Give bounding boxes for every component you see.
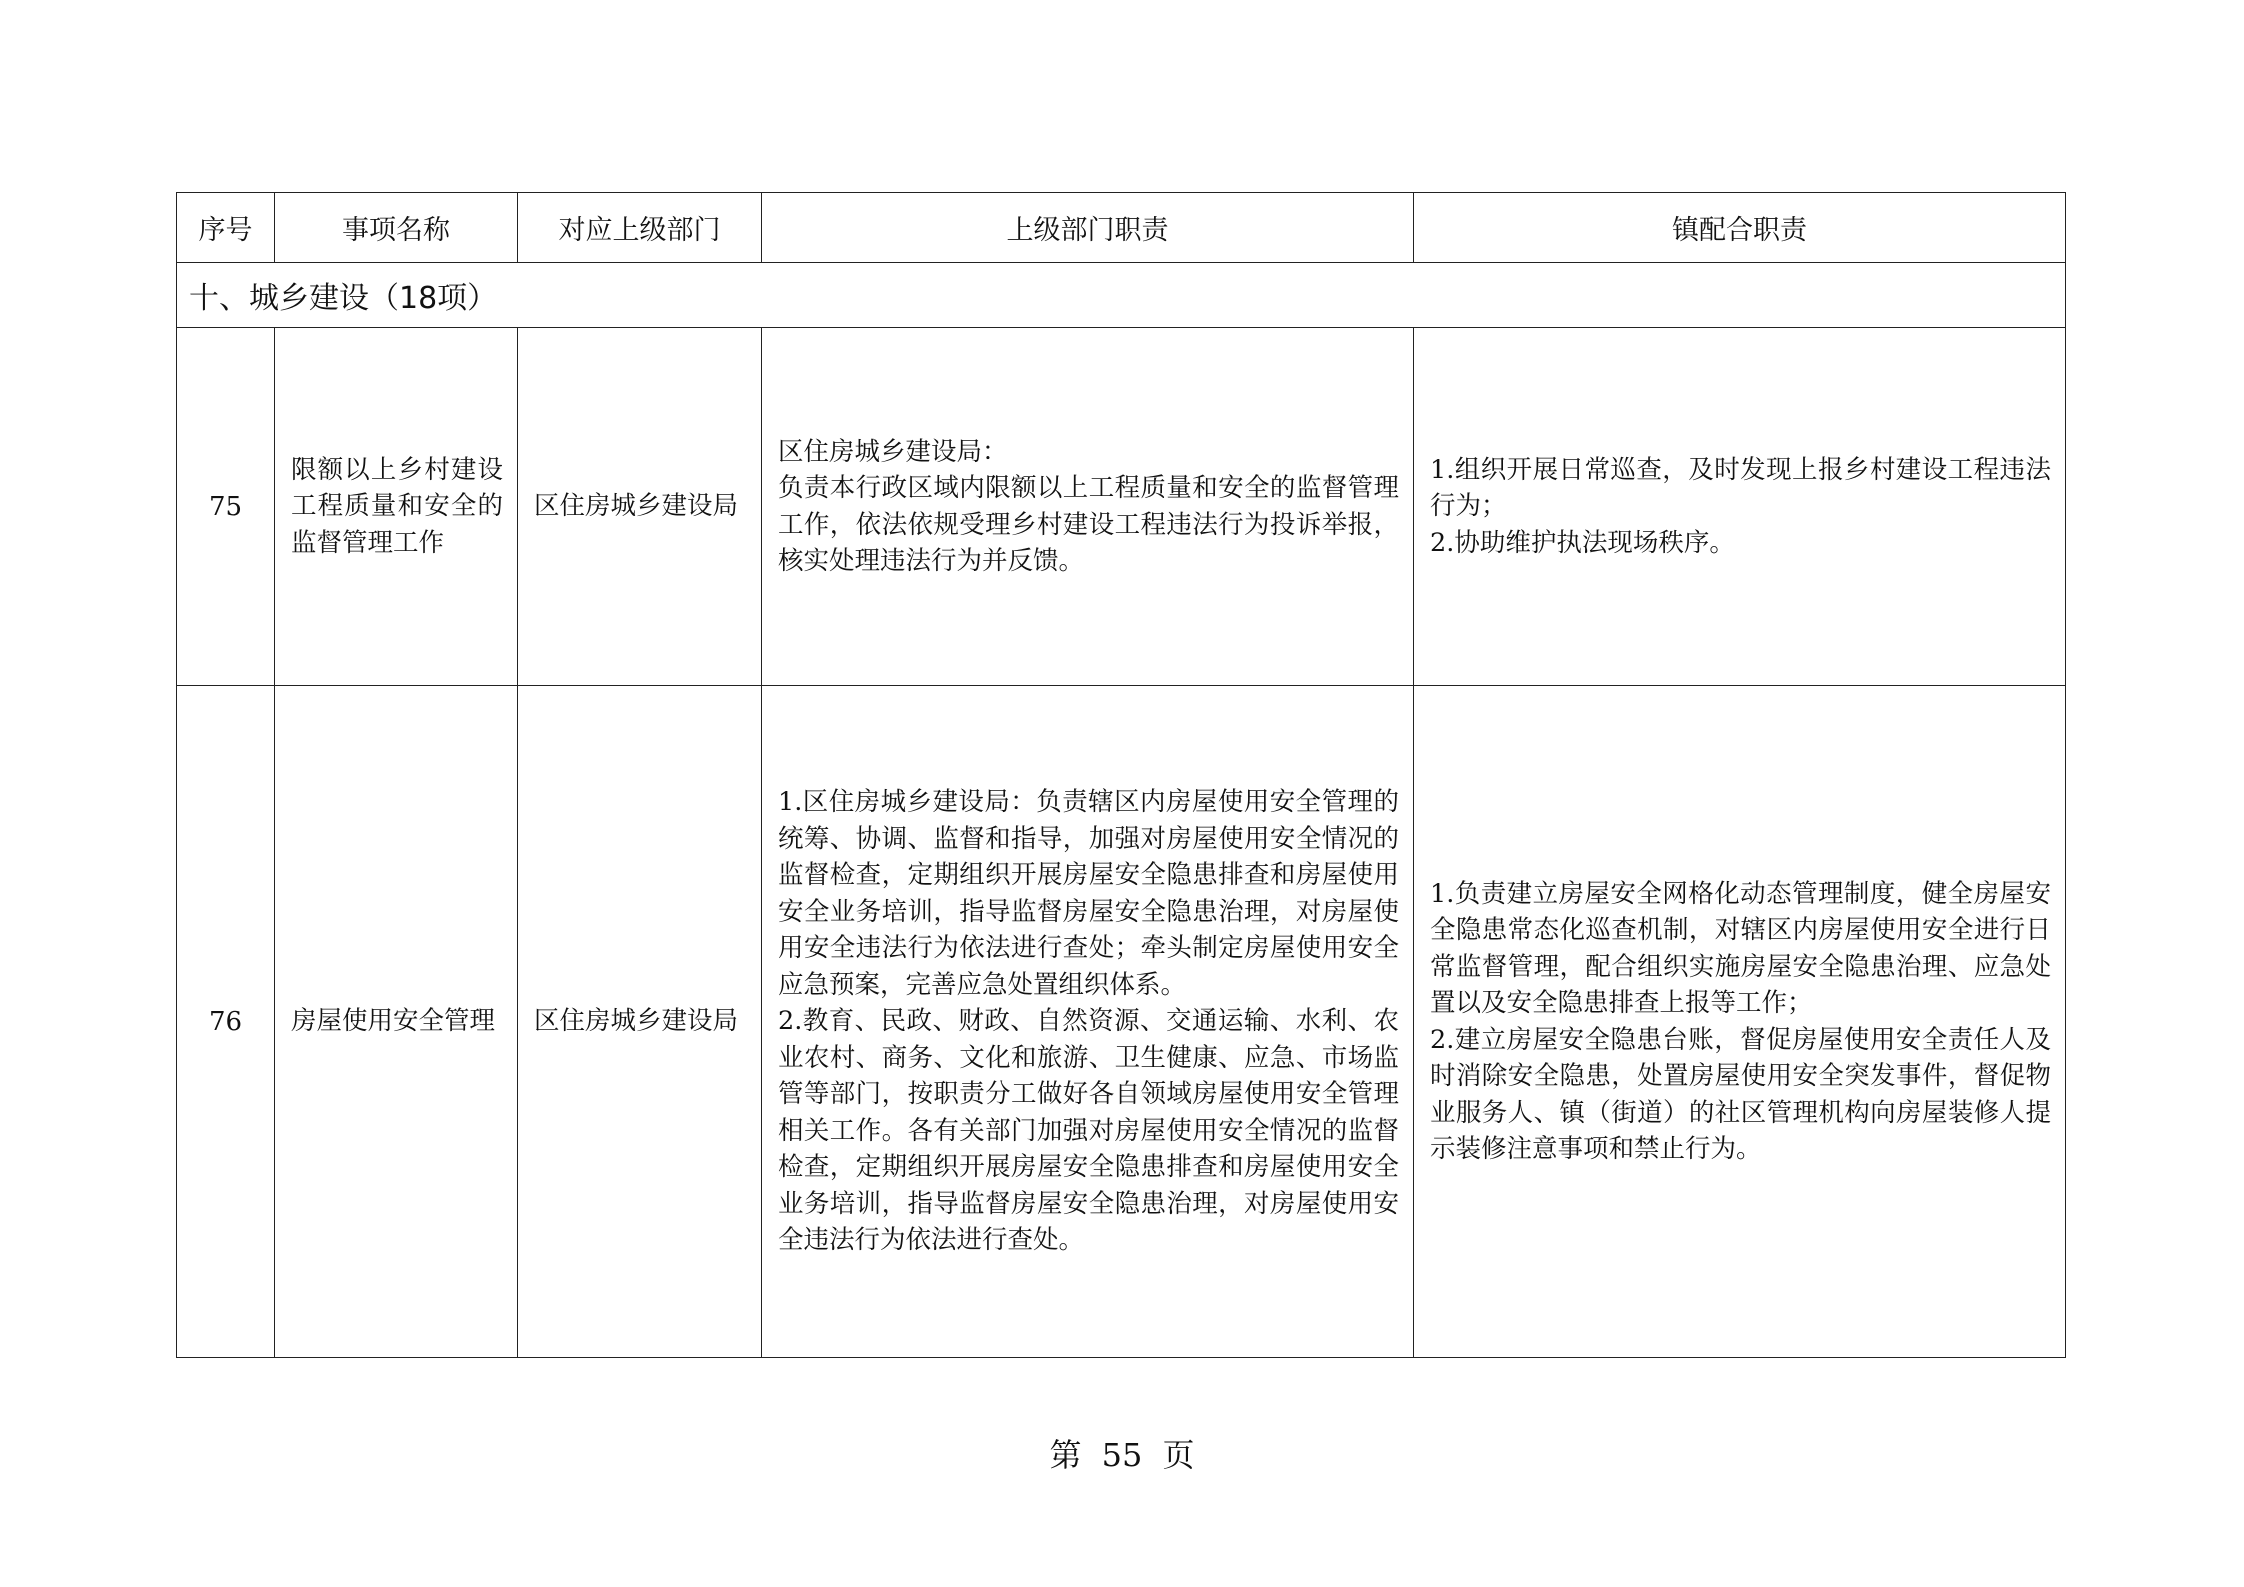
section-title: 十、城乡建设（18项） <box>177 263 2066 328</box>
header-department: 对应上级部门 <box>518 193 762 263</box>
duty-paragraph: 2.教育、民政、财政、自然资源、交通运输、水利、农业农村、商务、文化和旅游、卫生健康、应急、市场监管等部门，按职责分工做好各自领域房屋使用安全管理相关工作。各有关部门加强对房屋使用安全情况的监督检查，定期组织开展房屋安全隐患排查和房屋使用安全业务培训，指导监督房屋安全隐患治理，对房屋使用安全违法行为依法进行查处。 <box>778 1006 1399 1256</box>
row-number: 76 <box>177 686 275 1358</box>
header-department-duty: 上级部门职责 <box>762 193 1414 263</box>
table-header-row <box>177 193 2066 263</box>
duty-paragraph: 区住房城乡建设局： <box>778 436 1008 467</box>
row-number: 75 <box>177 328 275 686</box>
table-row <box>177 686 2066 1358</box>
header-item-name: 事项名称 <box>275 193 518 263</box>
duty-paragraph: 负责本行政区域内限额以上工程质量和安全的监督管理工作，依法依规受理乡村建设工程违法行为投诉举报，核实处理违法行为并反馈。 <box>778 473 1399 576</box>
department-duty-cell <box>762 686 1414 1358</box>
responsibility-table <box>176 192 2066 1358</box>
header-town-duty: 镇配合职责 <box>1414 193 2066 263</box>
item-name-cell: 限额以上乡村建设工程质量和安全的监督管理工作 <box>275 328 518 686</box>
duty-paragraph: 1.组织开展日常巡查，及时发现上报乡村建设工程违法行为； <box>1430 454 2051 522</box>
department-cell: 区住房城乡建设局 <box>518 328 762 686</box>
item-name-cell: 房屋使用安全管理 <box>275 686 518 1358</box>
town-duty-cell <box>1414 686 2066 1358</box>
header-serial-number: 序号 <box>177 193 275 263</box>
duty-paragraph: 2.协助维护执法现场秩序。 <box>1430 527 1735 558</box>
duty-paragraph: 1.负责建立房屋安全网格化动态管理制度，健全房屋安全隐患常态化巡查机制，对辖区内房屋使用安全进行日常监督管理，配合组织实施房屋安全隐患治理、应急处置以及安全隐患排查上报等工作； <box>1430 878 2051 1018</box>
department-duty-cell <box>762 328 1414 686</box>
table-row <box>177 328 2066 686</box>
section-row <box>177 263 2066 328</box>
duty-paragraph: 2.建立房屋安全隐患台账，督促房屋使用安全责任人及时消除安全隐患，处置房屋使用安全突发事件，督促物业服务人、镇（街道）的社区管理机构向房屋装修人提示装修注意事项和禁止行为。 <box>1430 1024 2051 1164</box>
town-duty-cell <box>1414 328 2066 686</box>
department-cell: 区住房城乡建设局 <box>518 686 762 1358</box>
page-number: 第 55 页 <box>1049 1436 1195 1474</box>
duty-paragraph: 1.区住房城乡建设局：负责辖区内房屋使用安全管理的统筹、协调、监督和指导，加强对房屋使用安全情况的监督检查，定期组织开展房屋安全隐患排查和房屋使用安全业务培训，指导监督房屋安全隐患治理，对房屋使用安全违法行为依法进行查处；牵头制定房屋使用安全应急预案，完善应急处置组织体系。 <box>778 787 1399 1000</box>
